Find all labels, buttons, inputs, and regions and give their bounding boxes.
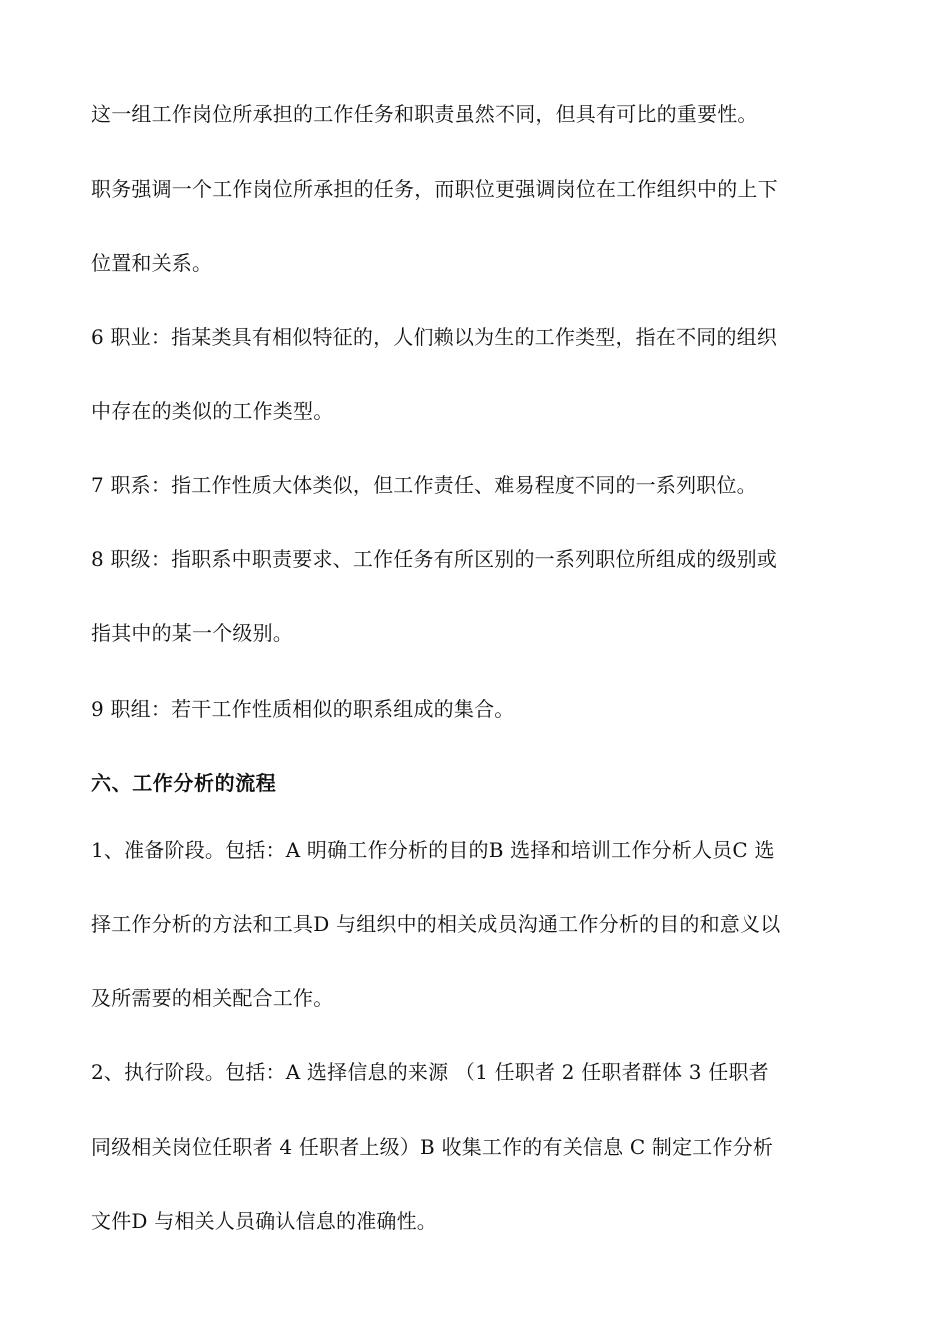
paragraph-line: 职务强调一个工作岗位所承担的任务，而职位更强调岗位在工作组织中的上下	[91, 177, 778, 201]
paragraph-line: 中存在的类似的工作类型。	[91, 399, 334, 423]
paragraph-line: 9 职组：若干工作性质相似的职系组成的集合。	[91, 697, 515, 721]
paragraph-line: 6 职业：指某类具有相似特征的，人们赖以为生的工作类型，指在不同的组织	[91, 325, 778, 349]
paragraph-line: 择工作分析的方法和工具D 与组织中的相关成员沟通工作分析的目的和意义以	[91, 912, 781, 936]
paragraph-line: 7 职系：指工作性质大体类似，但工作责任、难易程度不同的一系列职位。	[91, 473, 757, 497]
paragraph-line: 同级相关岗位任职者 4 任职者上级）B 收集工作的有关信息 C 制定工作分析	[91, 1135, 774, 1159]
paragraph-line: 2、执行阶段。包括：A 选择信息的来源 （1 任职者 2 任职者群体 3 任职者	[91, 1060, 769, 1084]
paragraph-line: 1、准备阶段。包括：A 明确工作分析的目的B 选择和培训工作分析人员C 选	[91, 838, 775, 862]
section-heading: 六、工作分析的流程	[91, 771, 277, 795]
paragraph-line: 指其中的某一个级别。	[91, 621, 293, 645]
paragraph-line: 文件D 与相关人员确认信息的准确性。	[91, 1209, 437, 1233]
paragraph-line: 及所需要的相关配合工作。	[91, 986, 334, 1010]
paragraph-line: 8 职级：指职系中职责要求、工作任务有所区别的一系列职位所组成的级别或	[91, 547, 778, 571]
paragraph-line: 位置和关系。	[91, 251, 213, 275]
paragraph-line: 这一组工作岗位所承担的工作任务和职责虽然不同，但具有可比的重要性。	[91, 102, 758, 126]
